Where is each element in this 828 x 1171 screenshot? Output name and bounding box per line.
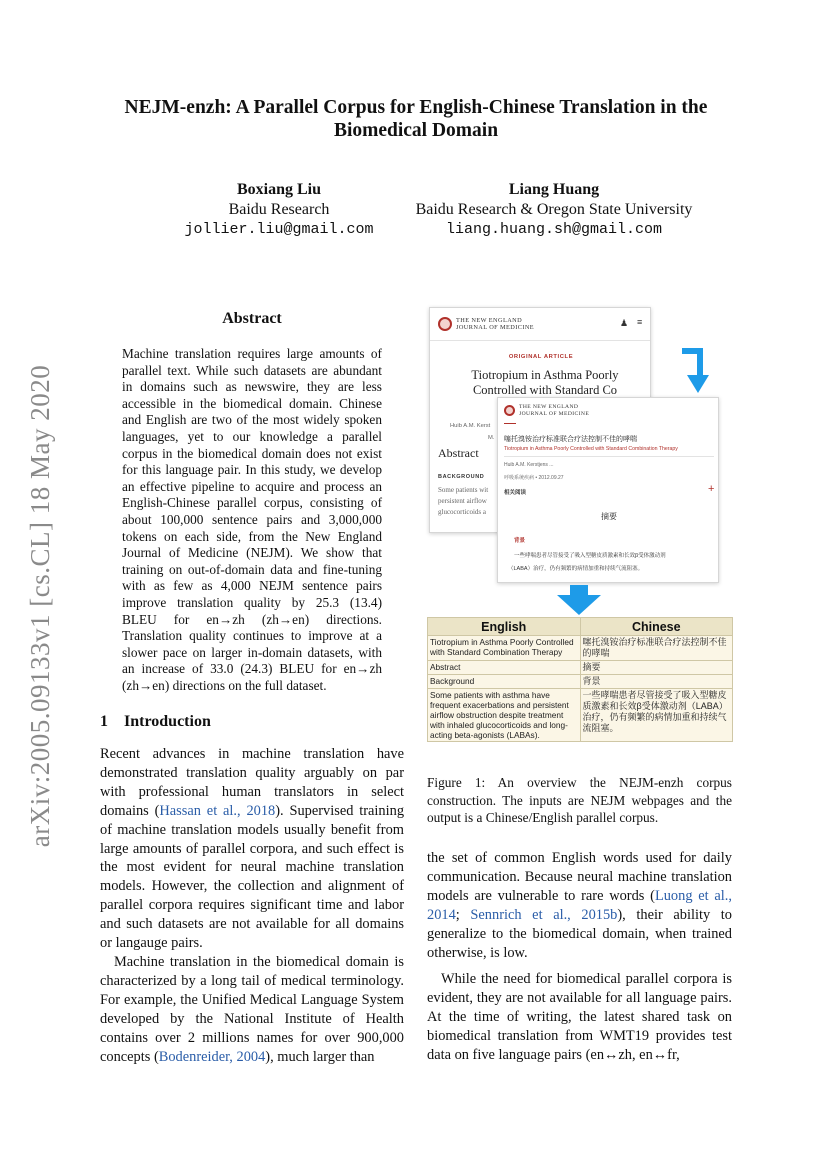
english-subtitle[interactable]: Tiotropium in Asthma Poorly Controlled with Standard Combination Therapy [504,446,678,452]
background-body-zh [508,550,714,576]
citation-link[interactable]: Luong et al., 2014 [427,887,732,923]
table-cell-english: Some patients with asthma have frequent exacerbations and persistent airflow obstruction despite treatment with inhaled glucocorticoids and long-acting beta-agonists (LABAs). [428,689,581,742]
figure-caption: Figure 1: An overview the NEJM-enzh corpus construction. The inputs are NEJM webpages and the output is a Chinese/English parallel corpus. [427,775,732,825]
table-row [428,636,733,661]
nejm-seal-icon [504,405,515,416]
background-snippet [438,485,488,518]
snippet-line: glucocorticoids a [438,508,487,516]
title-line-2: Biomedical Domain [333,120,499,141]
intro-paragraph-1 [100,745,404,953]
citation-link[interactable]: Sennrich et al., 2015b [470,906,618,923]
menu-icon[interactable]: ≡ [637,317,643,327]
column-header-chinese: Chinese [580,618,732,636]
text-run: ), their ability to generalize to the biomedical domain, when trained otherwise, is low. [427,906,732,961]
left-column-body [100,745,404,1066]
intro-paragraph-4: While the need for biomedical parallel corpora is evident, they are not available for all language pairs. At the time of writing, the latest shared task on biomedical translation from WMT19 provides test data on five language pairs (en↔zh, en↔fr, [427,971,732,1064]
down-arrow-icon [557,585,601,615]
article-kicker: ORIGINAL ARTICLE [508,354,574,360]
arxiv-identifier: arXiv:2005.09133v1 [cs.CL] 18 May 2020 [25,364,55,848]
snippet-line: Some patients wit [438,486,489,494]
citation-link[interactable]: Bodenreider, 2004 [158,1048,266,1065]
abstract-text: Machine translation requires large amounts of parallel text. While such datasets are abundant in domains such as newswire, they are less accessible in the biomedical domain. Chinese and English are two of the most widely spoken languages, yet to our knowledge a parallel corpus in the biomedical domain does not exist for this language pair. In this study, we develop an effective pipeline to acquire and process an English-Chinese parallel corpus, consisting of about 100,000 sentence pairs and 3,000,000 tokens on each side, from the New England Journal of Medicine (NEJM). We show that training on out-of-domain data and fine-tuning with as few as 4,000 NEJM sentence pairs improve translation quality by 25.3 (13.4) BLEU for en→zh (zh→en) directions. Translation quality continues to improve at a slower pace on larger in-domain datasets, with an increase of 33.0 (24.3) BLEU for en→zh (zh→en) directions on the full dataset. [122,346,382,693]
author-affiliation: Baidu Research & Oregon State University [415,201,693,218]
text-run: ). Supervised training of machine translation models usually benefit from large amounts of parallel corpora, and such effect is the most evident for neural machine translation models. However, the collection and alignment of parallel corpora requires significant time and labor and such datasets are not available for all domains or langauge pairs. [100,802,405,952]
logo-text: THE NEW ENGLAND [456,317,523,324]
table-cell-chinese: 一些哮喘患者尽管接受了吸入型糖皮质激素和长效β受体激动剂（LABA）治疗，仍有频繁的病情加重和持续气流阻塞。 [580,689,732,742]
background-label: BACKGROUND [438,474,485,480]
text-run: the set of common English words used for daily communication. Because neural machine translation models are vulnerable to rare words ( [427,850,732,904]
author-email[interactable]: jollier.liu@gmail.com [184,221,374,238]
author-affiliation: Baidu Research [228,201,330,218]
abstract-heading: Abstract [222,310,282,327]
author-name: Liang Huang [508,181,600,198]
parallel-corpus-table [427,617,733,742]
table-cell-english: Tiotropium in Asthma Poorly Controlled with Standard Combination Therapy [428,636,581,661]
author-name: Boxiang Liu [236,181,322,198]
table-row [428,661,733,675]
table-cell-english: Background [428,675,581,689]
table-cell-english: Abstract [428,661,581,675]
header-divider [430,340,651,341]
section-title: Introduction [124,713,211,730]
nejm-logo [438,317,534,331]
article-date: 呼吸系统疾病 • 2012.09.27 [504,475,564,481]
snippet-line: persistent airflow [438,497,487,505]
body-line: 一些哮喘患者尽管接受了吸入型糖皮质激素和长效β受体激动剂 [514,553,666,559]
text-run: Machine translation in the biomedical domain is characterized by a long tail of medical terminology. For example, the Unified Medical Language System developed by the National Institute of Health contains over 2 millions names for over 900,000 concepts ( [100,953,404,1065]
figure-1 [427,305,733,767]
related-reading[interactable]: 相关阅读 [504,490,527,496]
author-block-1 [170,180,388,240]
abstract-label-zh: 摘要 [601,512,617,521]
column-header-english: English [428,618,581,636]
bent-arrow-icon [682,347,710,395]
title-line-1: NEJM-enzh: A Parallel Corpus for English-Chinese Translation in the [124,97,708,118]
article-authors: M. [488,435,495,441]
article-authors: Huib A.M. Kerst [450,423,491,429]
author-block-2 [400,180,708,240]
intro-paragraph-3 [427,849,732,962]
right-column-body [427,849,732,1065]
background-label-zh: 背景 [514,538,526,544]
table-cell-chinese: 背景 [580,675,732,689]
text-run: ; [455,906,471,923]
body-line: （LABA）治疗，仍有频繁的病情加重和持续气流阻塞。 [508,566,644,572]
logo-text: JOURNAL OF MEDICINE [456,324,535,331]
table-row [428,675,733,689]
paper-title [100,96,732,142]
nejm-chinese-webpage [497,397,719,583]
section-heading-introduction [100,713,211,731]
text-run: ), much larger than [265,1048,375,1065]
plus-icon[interactable]: + [708,483,715,495]
citation-link[interactable]: Hassan et al., 2018 [159,802,276,819]
table-cell-chinese: 摘要 [580,661,732,675]
table-row [428,689,733,742]
nejm-seal-icon [438,317,452,331]
intro-paragraph-2 [100,953,404,1066]
chinese-title: 噻托溴铵治疗标准联合疗法控制不佳的哮喘 [504,436,637,443]
table-header-row [428,618,733,636]
article-title: Tiotropium in Asthma Poorly Controlled with Standard Co [471,368,619,397]
divider [504,456,714,457]
abstract-label: Abstract [438,446,479,460]
nejm-logo [504,404,589,417]
text-run: Recent advances in machine translation have demonstrated translation quality arguably on par with professional human translators in select domains ( [100,746,404,819]
logo-text: THE NEW ENGLAND [519,404,579,410]
author-email[interactable]: liang.huang.sh@gmail.com [445,221,663,238]
accent-rule [504,423,516,424]
section-number: 1 [100,713,108,730]
user-icon[interactable]: ♟ [620,318,629,328]
table-cell-chinese: 噻托溴铵治疗标准联合疗法控制不佳的哮喘 [580,636,732,661]
article-authors: Huib A.M. Kerstjens ... [504,462,554,468]
logo-text: JOURNAL OF MEDICINE [519,410,590,417]
